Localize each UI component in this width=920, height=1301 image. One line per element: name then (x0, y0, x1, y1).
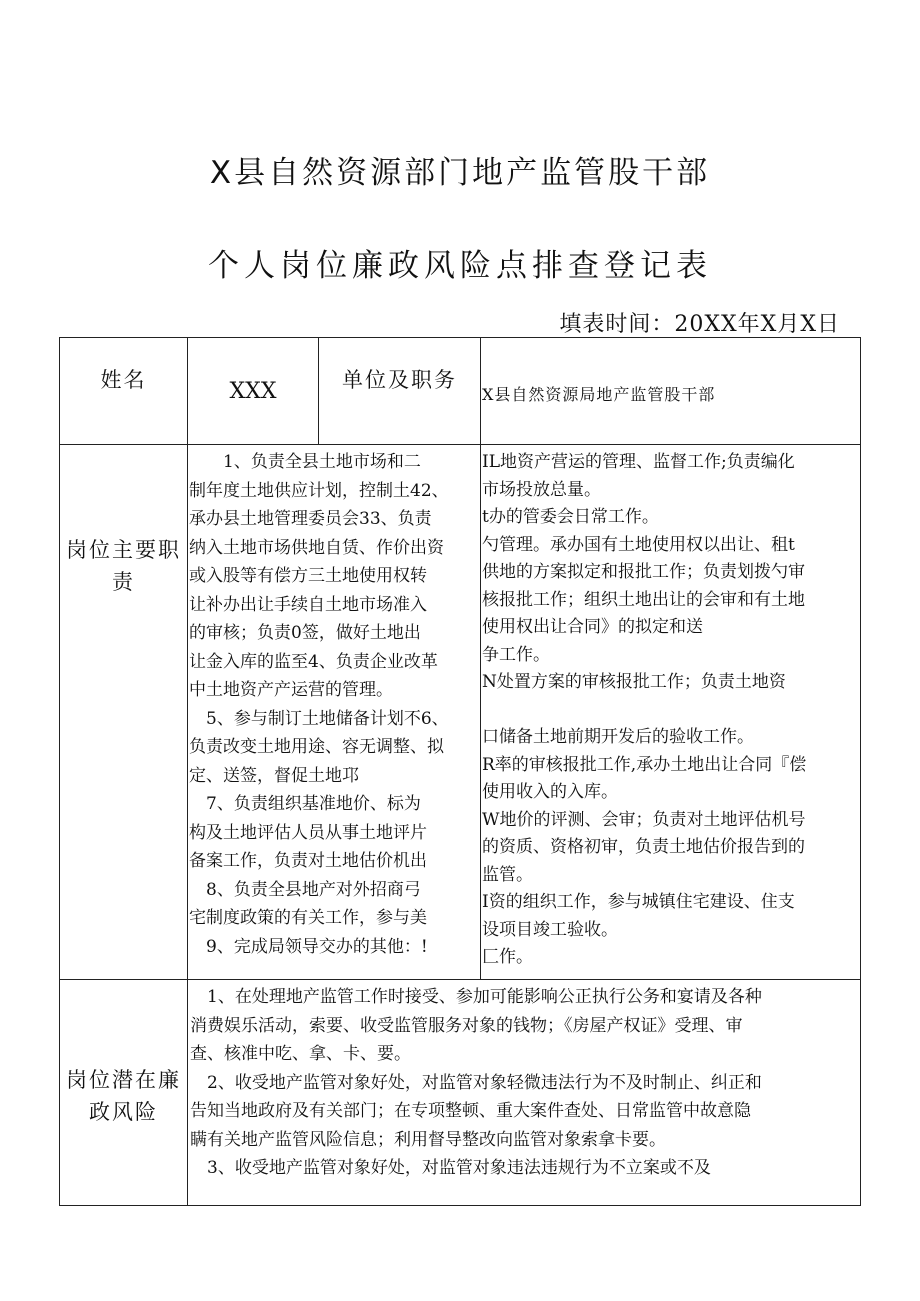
duty-right-line: 核报批工作；组织土地出让的会审和有土地 (482, 589, 805, 610)
risk-line: 2、收受地产监管对象好处，对监管对象轻微违法行为不及时制止、纠正和 (190, 1072, 762, 1093)
col-divider-middle (480, 337, 481, 979)
name-value: XXX (229, 379, 277, 404)
duty-right-line: 市场投放总量。 (482, 479, 601, 500)
duty-right-line: 争工作。 (482, 644, 550, 665)
risks-label-line2: 政风险 (89, 1100, 158, 1124)
duties-label (60, 534, 187, 598)
duty-right-line: I资的组织工作，参与城镇住宅建设、住支 (482, 892, 795, 912)
duty-right-line: 使用权出让合同》的拟定和送 (482, 617, 703, 637)
risk-line: 1、在处理地产监管工作时接受、参加可能影响公正执行公务和宴请及各种 (190, 987, 762, 1007)
duty-right-line: N处置方案的审核报批工作；负责土地资 (482, 672, 786, 692)
duty-left-line: 宅制度政策的有关工作，参与美 (189, 908, 427, 928)
duties-label-line2: 责 (112, 570, 135, 594)
duty-left-line: 纳入土地市场供地自赁、作价出资 (189, 537, 444, 558)
duty-right-line: 勺管理。承办国有土地使用权以出让、租t (482, 534, 795, 555)
duty-right-line: 设项目竣工验收。 (482, 919, 618, 940)
duty-right-line: R率的审核报批工作,承办土地出让合同『偿 (482, 754, 807, 775)
position-value: X县自然资源局地产监管股干部 (482, 385, 716, 404)
duty-right-line: 的资质、资格初审，负责土地估价报告到的 (482, 837, 805, 857)
duty-right-line: t办的管委会日常工作。 (482, 507, 659, 527)
col-divider-label (187, 337, 188, 1206)
duty-left-line: 构及土地评估人员从事土地评片 (189, 822, 427, 843)
fill-time: 填表时间：20XX年X月X日 (559, 312, 840, 337)
risks-label-line1: 岗位潜在廉 (66, 1068, 181, 1092)
duty-right-line (482, 697, 860, 725)
duty-right-line: 监管。 (482, 864, 533, 885)
duty-left-line: 制年度土地供应计划，控制土42、 (189, 480, 449, 501)
document-title-line2: 个人岗位廉政风险点排查登记表 (208, 248, 712, 284)
duty-right-line: W地价的评测、会审；负责对土地评估机号 (482, 809, 806, 830)
duty-left-line: 备案工作，负责对土地估价机出 (189, 851, 427, 871)
duty-left-line: 承办县土地管理委员会33、负责 (189, 509, 432, 529)
duty-left-line: 9、完成局领导交办的其他：! (189, 936, 428, 957)
duty-right-line: 供地的方案拟定和报批工作；负责划拨勺审 (482, 562, 805, 582)
duty-right-line: IL地资产营运的管理、监督工作;负责编化 (482, 452, 795, 472)
duty-left-line: 让补办出让手续自土地市场准入 (189, 594, 427, 615)
duty-right-line: 口储备土地前期开发后的验收工作。 (482, 727, 754, 747)
row-divider-2 (59, 979, 861, 980)
risks-text (190, 983, 860, 1183)
duty-left-line: 1、负责全县土地市场和二 (189, 452, 421, 472)
duty-right-line: 匚作。 (482, 947, 533, 967)
risk-line: 瞒有关地产监管风险信息；利用督导整改向监管对象索拿卡要。 (190, 1129, 666, 1150)
risk-line: 3、收受地产监管对象好处，对监管对象违法违规行为不立案或不及 (190, 1158, 711, 1178)
risk-line: 告知当地政府及有关部门；在专项整顿、重大案件查处、日常监管中故意隐 (190, 1101, 751, 1121)
duties-left-text (189, 448, 480, 961)
duty-left-line: 定、送签，督促土地邛 (189, 765, 359, 786)
duties-right-text (482, 449, 860, 972)
name-label: 姓名 (100, 368, 147, 392)
duty-left-line: 中土地资产产运营的管理。 (189, 680, 393, 700)
duty-left-line: 的审核；负责0签，做好土地出 (189, 623, 421, 643)
duty-left-line: 让金入库的监至4、负责企业改革 (189, 651, 438, 672)
duty-left-line: 8、负责全县地产对外招商弓 (189, 879, 421, 900)
duty-left-line: 负责改变土地用途、容无调整、拟 (189, 737, 444, 757)
risk-line: 查、核准中吃、拿、卡、要。 (190, 1044, 411, 1064)
risks-label (60, 1064, 187, 1128)
duties-label-line1: 岗位主要职 (66, 538, 181, 562)
duty-left-line: 5、参与制订土地储备计划不6、 (189, 708, 449, 729)
position-label: 单位及职务 (342, 368, 457, 392)
document-title-line1: X县自然资源部门地产监管股干部 (209, 155, 711, 191)
duty-right-line: 使用收入的入库。 (482, 782, 618, 802)
risk-line: 消费娱乐活动，索要、收受监管服务对象的钱物；《房屋产权证》受理、审 (190, 1015, 743, 1036)
row-divider-1 (59, 444, 861, 445)
duty-left-line: 7、负责组织基准地价、标为 (189, 794, 421, 814)
duty-left-line: 或入股等有偿方三土地使用权转 (189, 566, 427, 586)
